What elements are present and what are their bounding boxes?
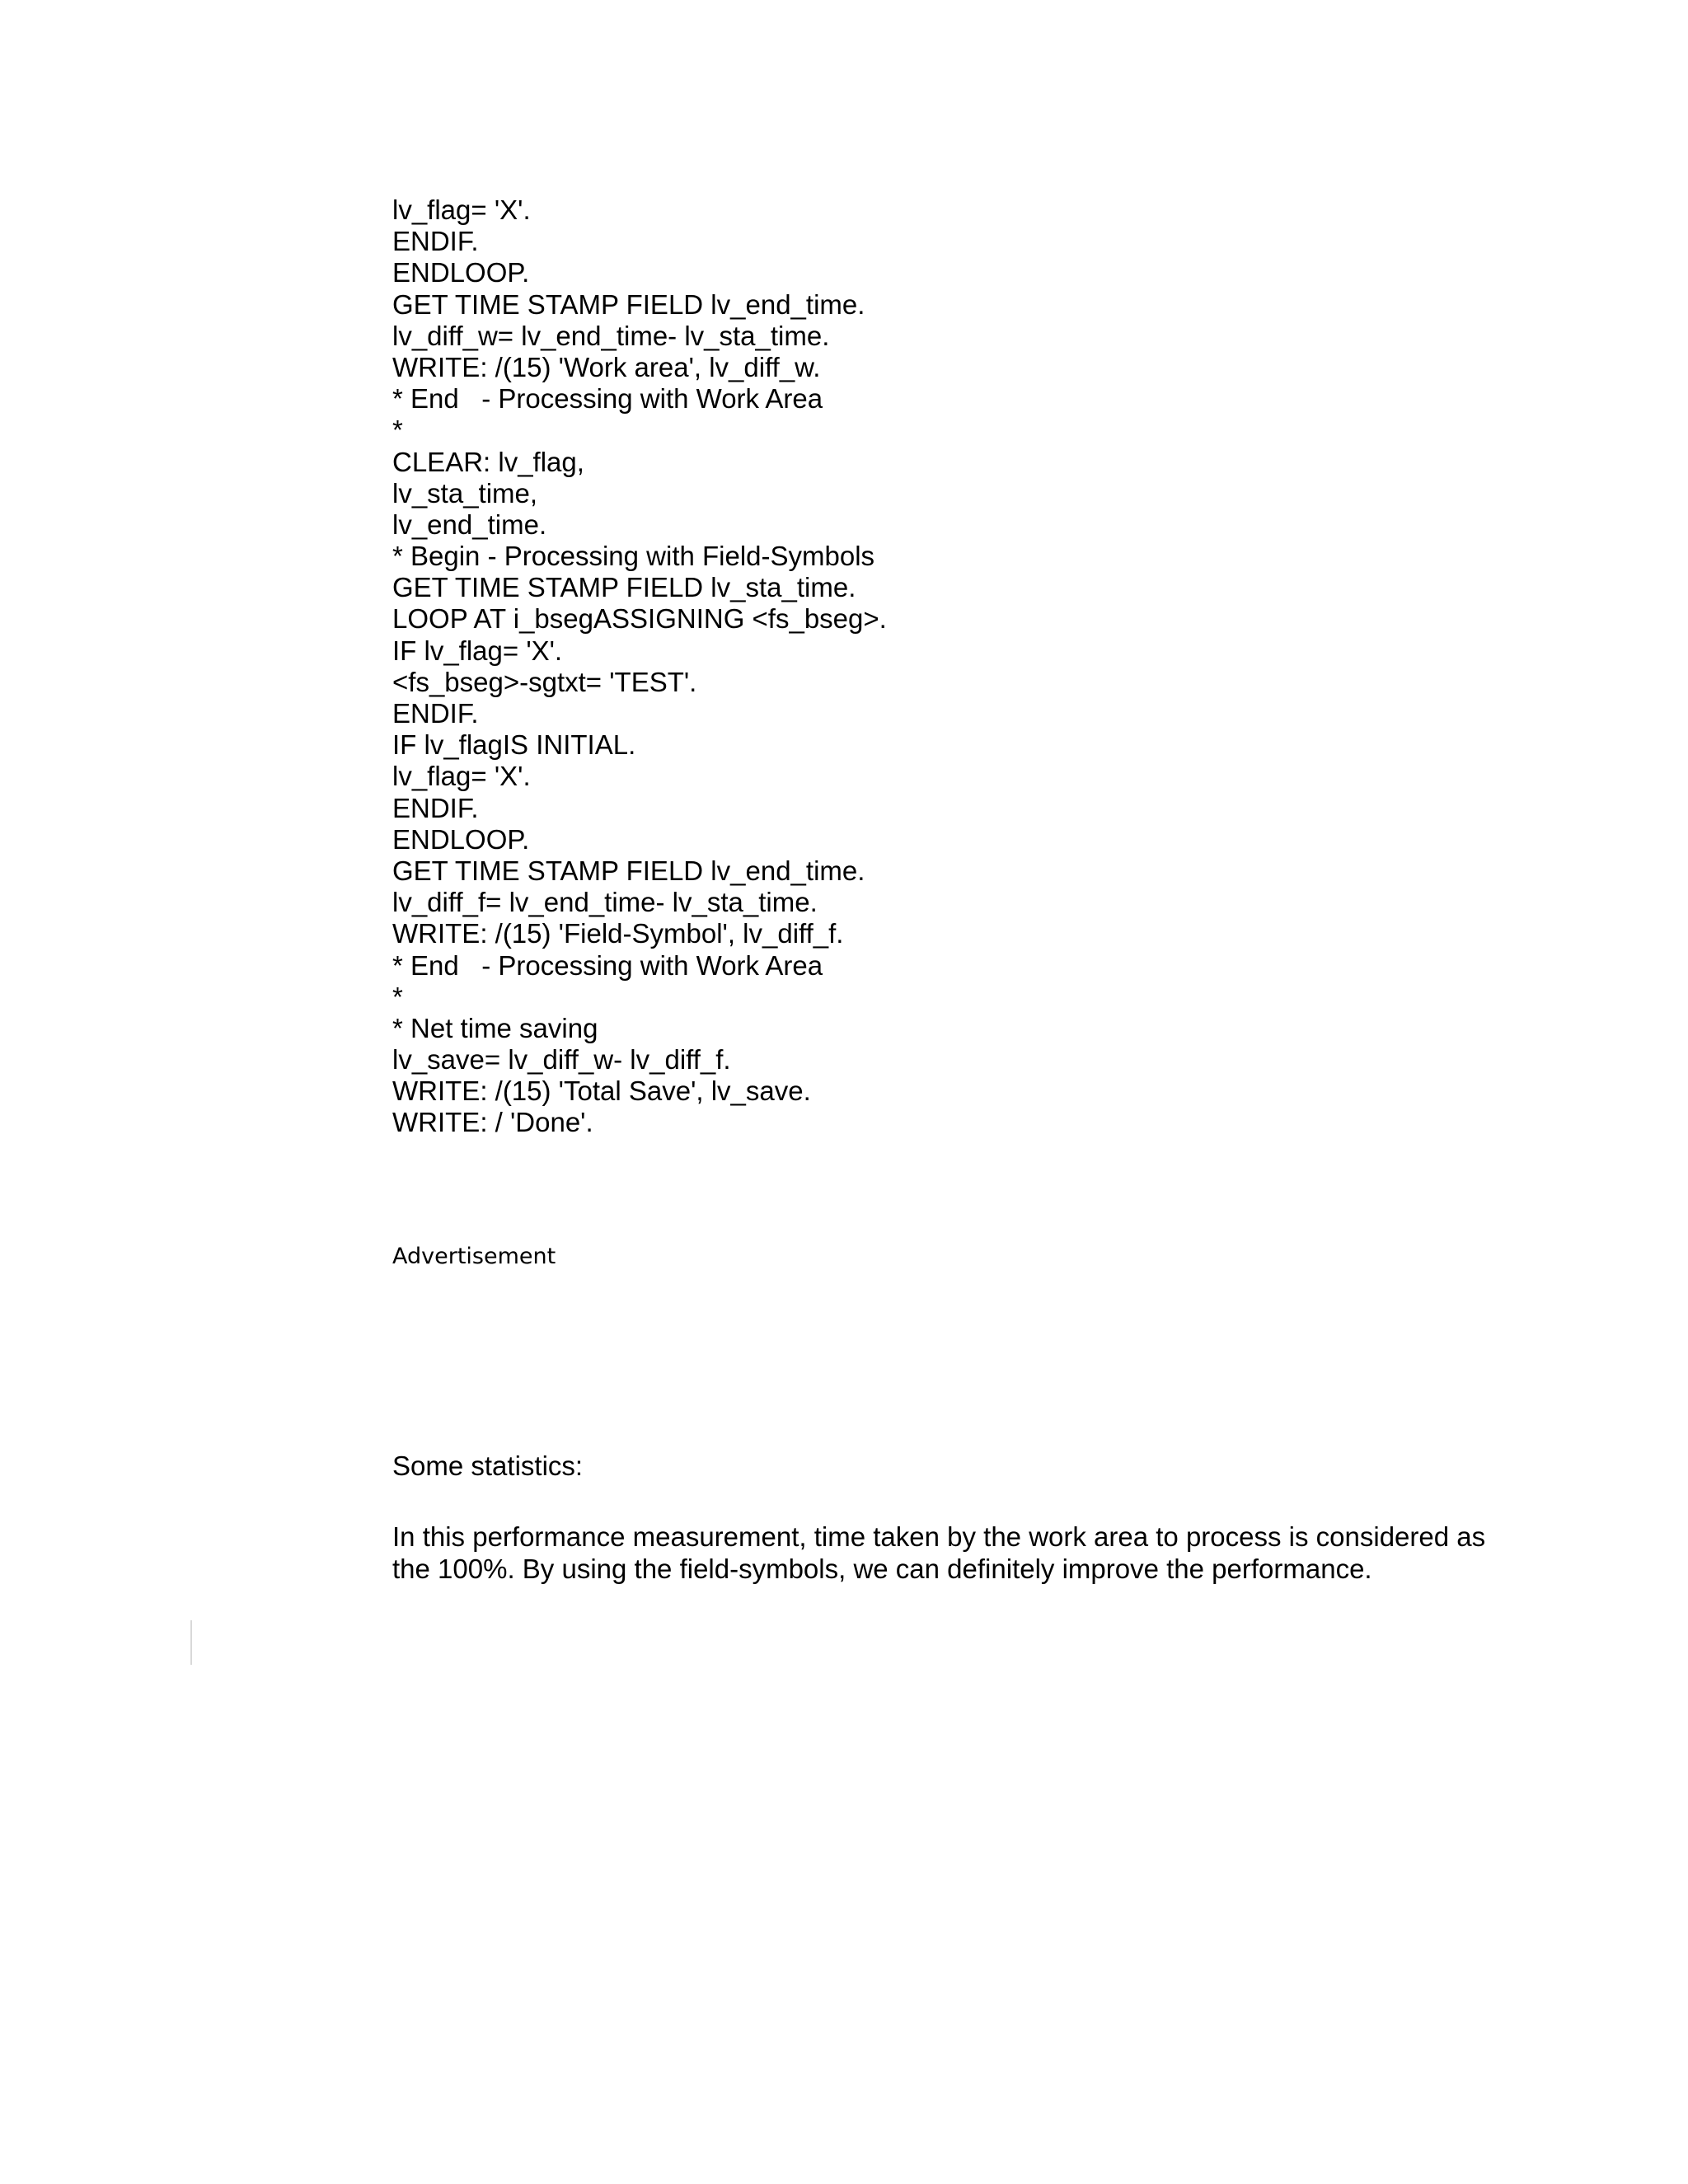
code-line: * End - Processing with Work Area [392, 383, 823, 415]
code-line: CLEAR: lv_flag, [392, 446, 584, 477]
abap-code-block [392, 194, 1546, 1139]
code-line: * End - Processing with Work Area [392, 949, 823, 981]
code-line: * Net time saving [392, 1012, 598, 1043]
code-line: ENDIF. [392, 698, 479, 729]
code-line: GET TIME STAMP FIELD lv_sta_time. [392, 572, 856, 603]
code-line: lv_sta_time, [392, 477, 538, 509]
code-line: GET TIME STAMP FIELD lv_end_time. [392, 855, 865, 886]
code-line: ENDLOOP. [392, 257, 530, 288]
stats-heading: Some statistics: [392, 1451, 584, 1481]
code-line: LOOP AT i_bsegASSIGNING <fs_bseg>. [392, 603, 887, 635]
code-line: lv_save= lv_diff_w- lv_diff_f. [392, 1044, 731, 1076]
code-line: ENDLOOP. [392, 823, 530, 855]
code-line: WRITE: /(15) 'Total Save', lv_save. [392, 1076, 811, 1107]
code-line: WRITE: /(15) 'Work area', lv_diff_w. [392, 351, 821, 382]
text-cursor-line [190, 1620, 192, 1665]
code-line: WRITE: / 'Done'. [392, 1107, 593, 1138]
code-line: <fs_bseg>-sgtxt= 'TEST'. [392, 666, 697, 697]
code-line: * Begin - Processing with Field-Symbols [392, 541, 875, 572]
code-line: * [392, 415, 403, 446]
code-line: WRITE: /(15) 'Field-Symbol', lv_diff_f. [392, 918, 844, 949]
code-line: lv_diff_w= lv_end_time- lv_sta_time. [392, 320, 830, 351]
stats-paragraph: In this performance measurement, time taken by the work area to process is considered as the 100%. By using the field-symbols, we can definitely improve the performance. [392, 1521, 1486, 1584]
code-line: lv_flag= 'X'. [392, 194, 531, 225]
advertisement-label: Advertisement [392, 1244, 556, 1269]
code-line: * [392, 981, 403, 1012]
code-line: lv_end_time. [392, 509, 547, 540]
code-line: lv_flag= 'X'. [392, 761, 531, 792]
code-line: ENDIF. [392, 226, 479, 257]
code-line: GET TIME STAMP FIELD lv_end_time. [392, 288, 865, 320]
code-line: IF lv_flagIS INITIAL. [392, 729, 636, 761]
code-line: IF lv_flag= 'X'. [392, 635, 563, 666]
code-line: lv_diff_f= lv_end_time- lv_sta_time. [392, 887, 818, 918]
code-line: ENDIF. [392, 792, 479, 823]
